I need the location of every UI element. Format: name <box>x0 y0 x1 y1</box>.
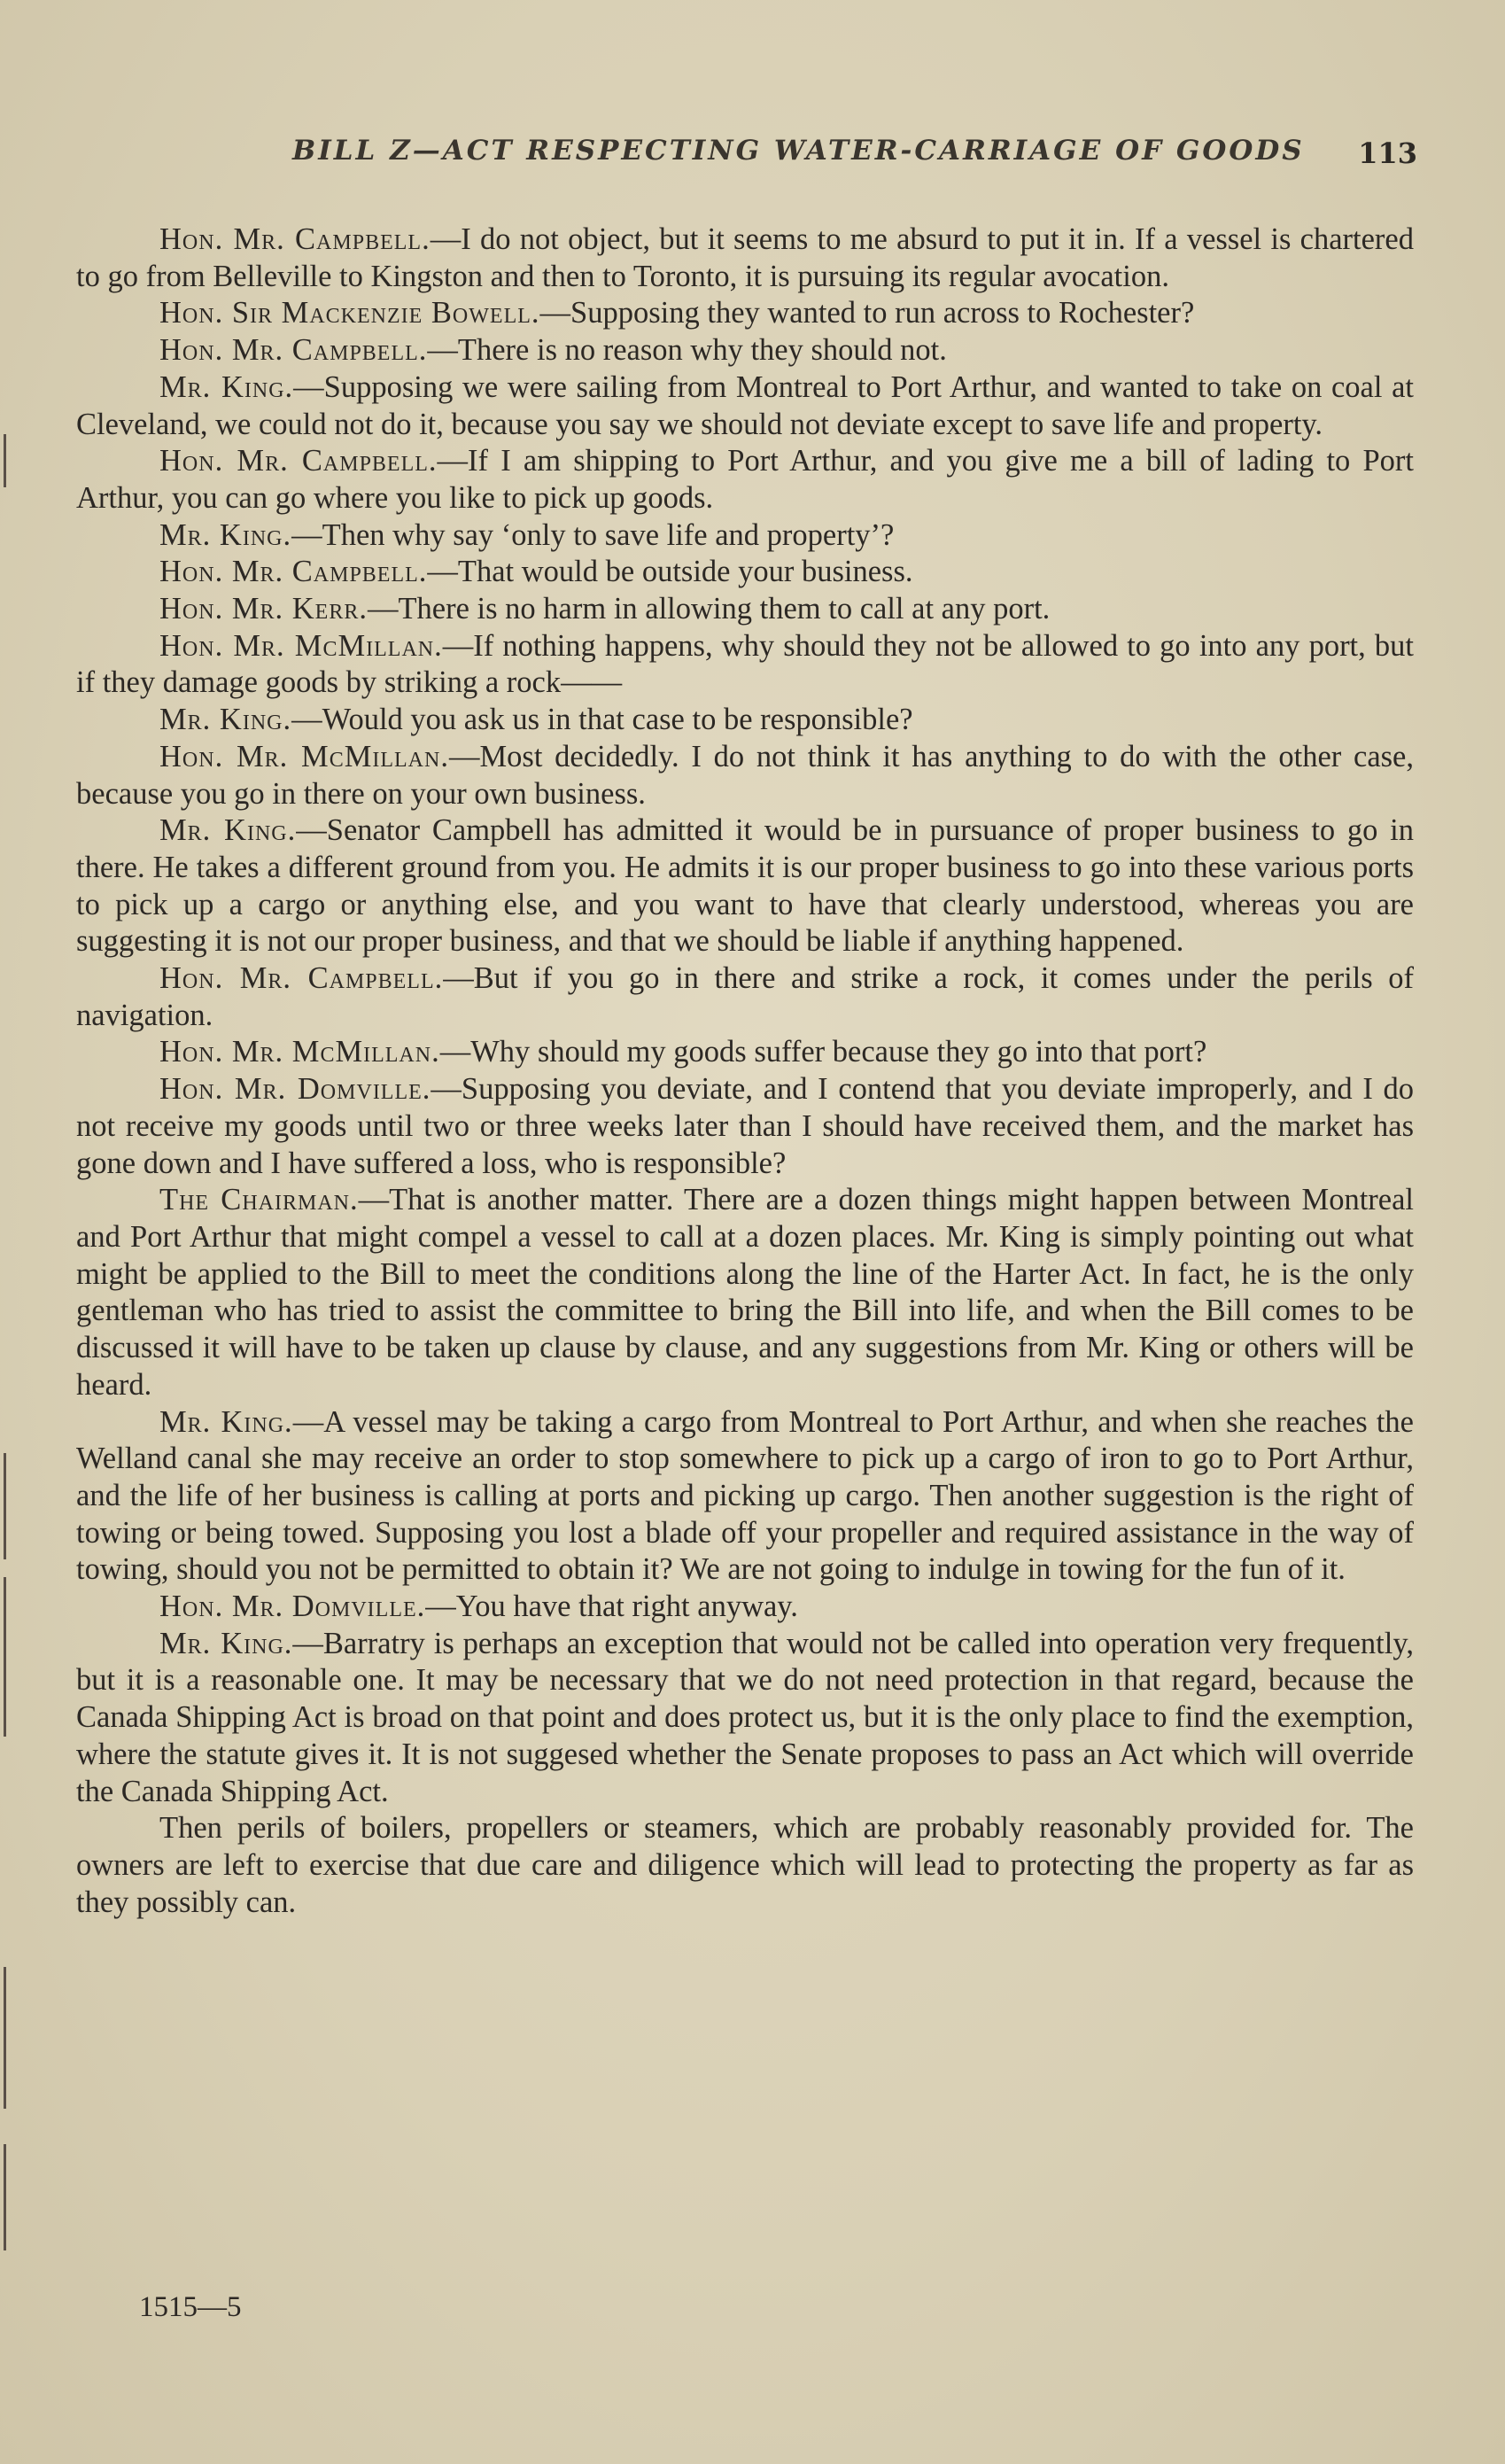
speaker-name: The Chairman. <box>159 1183 359 1217</box>
speaker-name: Mr. King. <box>159 703 292 737</box>
paragraph-text: —Why should my goods suffer because they go into that port? <box>439 1035 1207 1069</box>
paragraph-text: —That would be outside your business. <box>427 555 913 589</box>
paragraph-text: —Then why say ‘only to save life and property’? <box>291 517 895 552</box>
paragraph <box>76 1810 1414 1921</box>
paragraph-text: —If nothing happens, why should they not be allowed to go into any port, but if they damage goods by striking a rock—— <box>76 628 1414 700</box>
paragraph-text: —If I am shipping to Port Arthur, and you give me a bill of lading to Port Arthur, you can go where you like to pick up goods. <box>76 444 1414 515</box>
paragraph-text: —That is another matter. There are a dozen things might happen between Montreal and Port Arthur that might compel a vessel to call at a dozen places. Mr. King is simply pointing out what might be applied to the Bill to meet the conditions along the line of the Harter Act. In fact, he is the only gentleman who has tried to assist the committee to bring the Bill into life, and when the Bill comes to be discussed it will have to be taken up clause by clause, and any suggestions from Mr. King or others will be heard. <box>76 1183 1414 1402</box>
speaker-name: Mr. King. <box>159 517 292 552</box>
binding-mark <box>4 2144 6 2250</box>
paragraph-text: —Supposing we were sailing from Montreal to Port Arthur, and wanted to take on coal at Cleveland, we could not do it, because you say we should not deviate except to save life and property. <box>76 369 1414 441</box>
paragraph-text: —Would you ask us in that case to be responsible? <box>291 703 913 737</box>
paragraph <box>76 222 1414 295</box>
speaker-name: Mr. King. <box>159 369 294 404</box>
paragraph <box>76 960 1414 1034</box>
paragraph <box>76 1071 1414 1182</box>
binding-mark <box>4 1967 6 2109</box>
speaker-name: Hon. Mr. McMillan. <box>159 628 443 663</box>
speaker-name: Hon. Mr. Campbell. <box>159 333 428 368</box>
paragraph <box>76 1404 1414 1590</box>
paragraph-text: —Barratry is perhaps an exception that would not be called into operation very frequently, but it is a reasonable one. It may be necessary that we do not need protection in that regard, because the Canada Shipping Act is broad on that point and does protect us, but it is the only place to find the exemption, where the statute gives it. It is not suggesed whether the Senate proposes to pass an Act which will override the Canada Shipping Act. <box>76 1626 1414 1808</box>
paragraph-text: —But if you go in there and strike a rock, it comes under the perils of navigation. <box>76 961 1414 1032</box>
paragraph-text: —There is no harm in allowing them to call at any port. <box>367 592 1051 626</box>
paragraph-text: —Most decidedly. I do not think it has anything to do with the other case, because you go in there on your own business. <box>76 739 1414 811</box>
binding-mark <box>4 1453 6 1559</box>
page-number: 113 <box>1358 136 1417 170</box>
paragraph-text: —Supposing they wanted to run across to Rochester? <box>539 296 1195 330</box>
paragraph <box>76 1182 1414 1403</box>
paragraph <box>76 702 1414 739</box>
paragraph-text: —A vessel may be taking a cargo from Montreal to Port Arthur, and when she reaches the Welland canal she may receive an order to stop somewhere to pick up a cargo of iron to go to Port Arthur, and the life of her business is calling at ports and picking up cargo. Then another suggestion is the right of towing or being towed. Supposing you lost a blade off your propeller and required assistance in the way of towing, should you not be permitted to obtain it? We are not going to indulge in towing for the fun of it. <box>76 1404 1414 1587</box>
paragraph <box>76 1034 1414 1071</box>
page-header <box>292 135 1417 179</box>
paragraph-text: —You have that right anyway. <box>425 1590 798 1624</box>
speaker-name: Hon. Mr. McMillan. <box>159 739 449 773</box>
speaker-name: Hon. Mr. Domville. <box>159 1590 426 1624</box>
paragraph-text: —Senator Campbell has admitted it would be in pursuance of proper business to go in there. He takes a different ground from you. He admits it is our proper business to go into these various ports to pick up a cargo or anything else, and you want to have that clearly understood, whereas you are suggesting it is not our proper business, and that we should be liable if anything happened. <box>76 813 1415 959</box>
speaker-name: Hon. Mr. Campbell. <box>159 961 444 996</box>
paragraph <box>76 295 1414 332</box>
speaker-name: Hon. Mr. Campbell. <box>159 444 438 478</box>
paragraph <box>76 812 1414 960</box>
binding-mark <box>4 434 6 487</box>
speaker-name: Hon. Sir Mackenzie Bowell. <box>159 296 540 330</box>
paragraph <box>76 369 1414 443</box>
running-head: BILL Z—ACT RESPECTING WATER-CARRIAGE OF GOODS <box>292 135 1305 167</box>
speaker-name: Hon. Mr. Domville. <box>159 1072 431 1107</box>
speaker-name: Mr. King. <box>159 1626 293 1660</box>
binding-mark <box>4 1577 6 1737</box>
paragraph-text: —Supposing you deviate, and I contend that you deviate improperly, and I do not receive my goods until two or three weeks later than I should have received them, and the market has gone down and I have suffered a loss, who is responsible? <box>76 1072 1414 1180</box>
paragraph <box>76 517 1414 555</box>
paragraph <box>76 591 1414 628</box>
paragraph <box>76 1626 1414 1811</box>
speaker-name: Hon. Mr. McMillan. <box>159 1035 440 1069</box>
signature-mark: 1515—5 <box>139 2291 242 2323</box>
paragraph <box>76 1589 1414 1626</box>
paragraph <box>76 443 1414 517</box>
paragraph-text: Then perils of boilers, propellers or steamers, which are probably reasonably provided for. The owners are left to exercise that due care and diligence which will lead to protecting the property as far as they possibly can. <box>76 1811 1414 1919</box>
paragraph <box>76 739 1414 812</box>
paragraph <box>76 332 1414 369</box>
speaker-name: Mr. King. <box>159 813 297 848</box>
paragraph <box>76 628 1414 702</box>
body-text <box>76 222 1414 1921</box>
speaker-name: Hon. Mr. Campbell. <box>159 222 431 256</box>
speaker-name: Hon. Mr. Campbell. <box>159 555 428 589</box>
paragraph <box>76 554 1414 591</box>
paragraph-text: —I do not object, but it seems to me absurd to put it in. If a vessel is chartered to go from Belleville to Kingston and then to Toronto, it is pursuing its regular avocation. <box>76 222 1414 293</box>
speaker-name: Hon. Mr. Kerr. <box>159 592 368 626</box>
speaker-name: Mr. King. <box>159 1404 293 1439</box>
paragraph-text: —There is no reason why they should not. <box>427 333 947 368</box>
